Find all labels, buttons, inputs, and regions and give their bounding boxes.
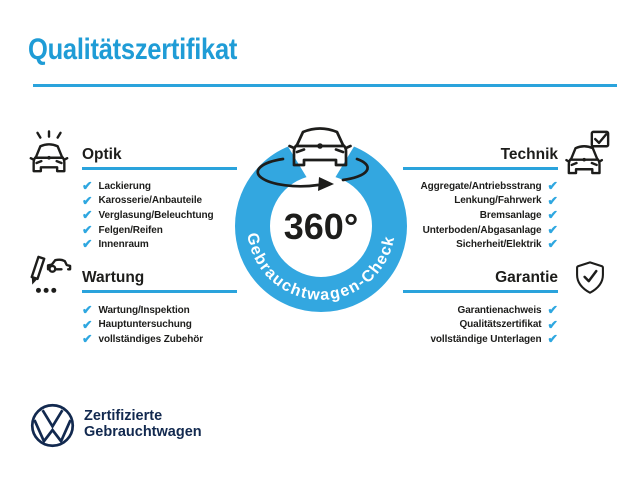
list-item-label: Felgen/Reifen — [98, 224, 163, 236]
section-title-technik: Technik — [500, 146, 558, 163]
footer-brand-line1: Zertifizierte — [84, 408, 163, 424]
list-item-label: Bremsanlage — [479, 209, 542, 221]
service-checklist-icon — [26, 253, 72, 299]
title-rule — [33, 84, 617, 87]
check-icon: ✔ — [82, 222, 93, 237]
car-checkbox-icon — [565, 129, 611, 175]
list-item-label: Qualitätszertifikat — [459, 319, 542, 331]
list-item-label: Verglasung/Beleuchtung — [98, 209, 214, 221]
section-title-optik: Optik — [82, 146, 122, 163]
check-icon: ✔ — [82, 332, 93, 347]
list-item-label: Lenkung/Fahrwerk — [454, 195, 542, 207]
list-item-label: Aggregate/Antriebsstrang — [420, 180, 542, 192]
check-icon: ✔ — [547, 237, 558, 252]
list-item — [82, 194, 214, 209]
list-item-label: Innenraum — [98, 239, 149, 251]
footer-brand-line2: Gebrauchtwagen — [84, 424, 202, 440]
list-item — [82, 208, 214, 223]
check-icon: ✔ — [82, 179, 93, 194]
check-icon: ✔ — [82, 317, 93, 332]
section-underline-optik — [82, 167, 237, 170]
check-icon: ✔ — [547, 303, 558, 318]
car-shine-icon — [26, 129, 72, 175]
list-item-label: Wartung/Inspektion — [98, 304, 190, 316]
list-item-label: Lackierung — [98, 180, 151, 192]
section-title-wartung: Wartung — [82, 269, 145, 286]
section-underline-wartung — [82, 290, 237, 293]
list-item — [82, 223, 214, 238]
check-icon: ✔ — [82, 208, 93, 223]
list-item-label: vollständiges Zubehör — [98, 333, 204, 345]
check-icon: ✔ — [82, 237, 93, 252]
list-item-label: Karosserie/Anbauteile — [98, 195, 202, 207]
list-item-label: vollständige Unterlagen — [430, 333, 542, 345]
list-item — [82, 332, 203, 347]
wartung-checklist — [82, 303, 203, 347]
footer-brand — [84, 408, 202, 440]
check-icon: ✔ — [82, 303, 93, 318]
list-item — [82, 179, 214, 194]
badge-value: 360° — [283, 206, 359, 247]
list-item-label: Sicherheit/Elektrik — [456, 239, 542, 251]
ring-label: Gebrauchtwagen-Check — [243, 231, 399, 305]
check-icon: ✔ — [547, 193, 558, 208]
page-title: Qualitätszertifikat — [28, 33, 238, 66]
badge-360 — [225, 112, 420, 324]
list-item — [82, 237, 214, 252]
check-icon: ✔ — [547, 317, 558, 332]
list-item-label: Unterboden/Abgasanlage — [422, 224, 542, 236]
list-item — [82, 318, 203, 333]
check-icon: ✔ — [82, 193, 93, 208]
vw-logo — [30, 403, 75, 448]
section-title-garantie: Garantie — [495, 269, 558, 286]
optik-checklist — [82, 179, 214, 252]
shield-check-icon — [570, 257, 610, 301]
section-underline-technik — [403, 167, 558, 170]
check-icon: ✔ — [547, 332, 558, 347]
list-item — [82, 303, 203, 318]
list-item — [330, 332, 558, 347]
check-icon: ✔ — [547, 208, 558, 223]
list-item-label: Garantienachweis — [457, 304, 542, 316]
check-icon: ✔ — [547, 222, 558, 237]
section-underline-garantie — [403, 290, 558, 293]
check-icon: ✔ — [547, 179, 558, 194]
list-item-label: Hauptuntersuchung — [98, 319, 192, 331]
